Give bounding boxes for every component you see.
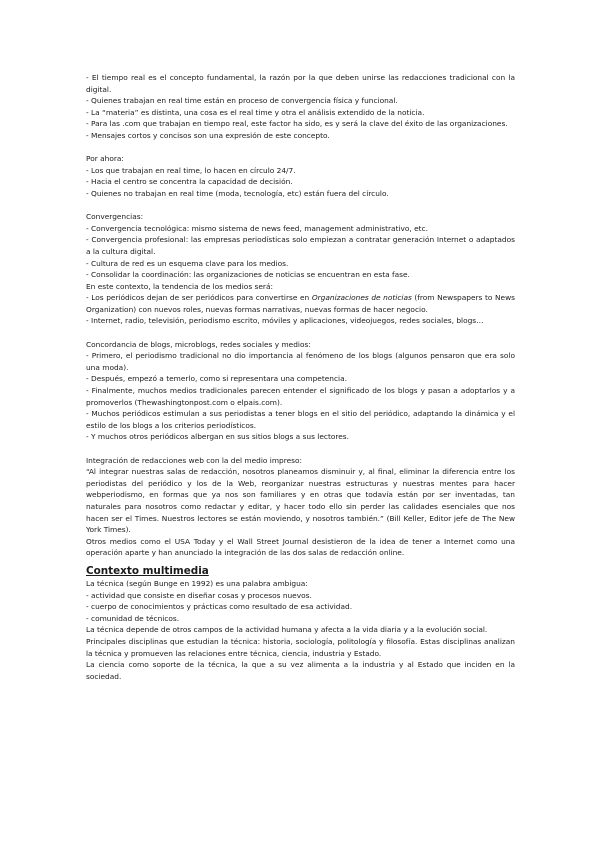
por-ahora-section	[86, 153, 515, 199]
list-item: - Convergencia profesional: las empresas periodísticas solo empiezan a contratar generación Internet o adaptados a la cultura digital.	[86, 235, 515, 256]
list-item: - Muchos periódicos estimulan a sus periodistas a tener blogs en el sitio del periódico, adaptando la dinámica y el estilo de los blogs a los criterios periodísticos.	[86, 409, 515, 430]
list-item: - Finalmente, muchos medios tradicionales parecen entender el significado de los blogs y pasan a adoptarlos y a promoverlos (Thewashingtonpost.com o elpais.com).	[86, 386, 515, 407]
paragraph: Otros medios como el USA Today y el Wall Street Journal desistieron de la idea de tener a Internet como una operación aparte y han anunciado la integración de las dos salas de redacción online.	[86, 536, 515, 558]
trend-item	[86, 292, 515, 315]
paragraph: La técnica depende de otros campos de la actividad humana y afecta a la vida diaria y a la evolución social.	[86, 625, 488, 635]
trend-italic: Organizaciones de noticias	[311, 293, 412, 303]
trend-item: - Internet, radio, televisión, periodismo escrito, móviles y aplicaciones, videojuegos, redes sociales, blogs…	[86, 316, 484, 326]
section-heading: Contexto multimedia	[86, 564, 209, 577]
multimedia-section	[86, 564, 515, 682]
section-title: Concordancia de blogs, microblogs, redes sociales y medios:	[86, 339, 311, 349]
intro-line: - La “materia” es distinta, una cosa es el real time y otra el análisis extendido de la noticia.	[86, 107, 425, 117]
list-item: - Convergencia tecnológica: mismo sistema de news feed, management administrativo, etc.	[86, 223, 428, 233]
list-item: - Y muchos otros periódicos albergan en sus sitios blogs a sus lectores.	[86, 432, 349, 442]
section-title: Integración de redacciones web con la del medio impreso:	[86, 455, 303, 465]
quote-paragraph: “Al integrar nuestras salas de redacción, nosotros planeamos disminuir y, al final, eliminar la diferencia entre los periodistas del periódico y los de la Web, reorganizar nuestras estructuras y nuestras mentes para hacer webperiodismo, en formas que ya nos son familiares y en otras que todavía están por ser inventadas, tan naturales para nosotros como redactar y editar, y hacer todo ello sin perder las calidades esenciales que nos hacen ser el Times. Nuestros lectores se están moviendo, y nosotros también.” (Bill Keller, Editor jefe de The New York Times).	[86, 467, 515, 535]
list-item: - Hacia el centro se concentra la capacidad de decisión.	[86, 177, 293, 187]
paragraph: Principales disciplinas que estudian la técnica: historia, sociología, politología y filosofía. Estas disciplinas analizan la técnica y promueven las relaciones entre técnica, ciencia, industria y Estado.	[86, 636, 515, 658]
list-item: - Los que trabajan en real time, lo hacen en círculo 24/7.	[86, 165, 296, 175]
list-item: - Después, empezó a temerlo, como si representara una competencia.	[86, 374, 347, 384]
intro-line: - Quienes trabajan en real time están en proceso de convergencia física y funcional.	[86, 96, 398, 106]
intro-line: - Mensajes cortos y concisos son una expresión de este concepto.	[86, 130, 330, 140]
list-item: - Consolidar la coordinación: las organizaciones de noticias se encuentran en esta fase.	[86, 270, 410, 280]
section-title: Convergencias:	[86, 212, 144, 222]
context-title: En este contexto, la tendencia de los medios será:	[86, 281, 273, 291]
list-item: - Cultura de red es un esquema clave para los medios.	[86, 258, 289, 268]
trend-text: (from Newspapers to News Organization) con nuevos roles, nuevas formas narrativas, nuevas formas de hacer negocio.	[86, 293, 515, 314]
paragraph: La ciencia como soporte de la técnica, la que a su vez alimenta a la industria y al Estado que inciden en la sociedad.	[86, 660, 515, 681]
intro-line: - Para las .com que trabajan en tiempo real, este factor ha sido, es y será la clave del éxito de las organizaciones.	[86, 119, 508, 129]
intro-line: - El tiempo real es el concepto fundamental, la razón por la que deben unirse las redacciones tradicional con la digital.	[86, 73, 515, 94]
trend-text: - Los periódicos dejan de ser periódicos para convertirse en	[86, 293, 312, 303]
paragraph: La técnica (según Bunge en 1992) es una palabra ambigua:	[86, 578, 308, 588]
concordancia-section	[86, 339, 515, 443]
list-item: - Primero, el periodismo tradicional no dio importancia al fenómeno de los blogs (algunos pensaron que era solo una moda).	[86, 351, 515, 372]
convergencias-section	[86, 211, 515, 327]
section-title: Por ahora:	[86, 154, 124, 164]
intro-section	[86, 72, 515, 142]
list-item: - actividad que consiste en diseñar cosas y procesos nuevos.	[86, 590, 312, 600]
list-item: - comunidad de técnicos.	[86, 613, 180, 623]
list-item: - cuerpo de conocimientos y prácticas como resultado de esa actividad.	[86, 602, 353, 612]
list-item: - Quienes no trabajan en real time (moda, tecnología, etc) están fuera del círculo.	[86, 188, 389, 198]
integracion-section	[86, 455, 515, 559]
